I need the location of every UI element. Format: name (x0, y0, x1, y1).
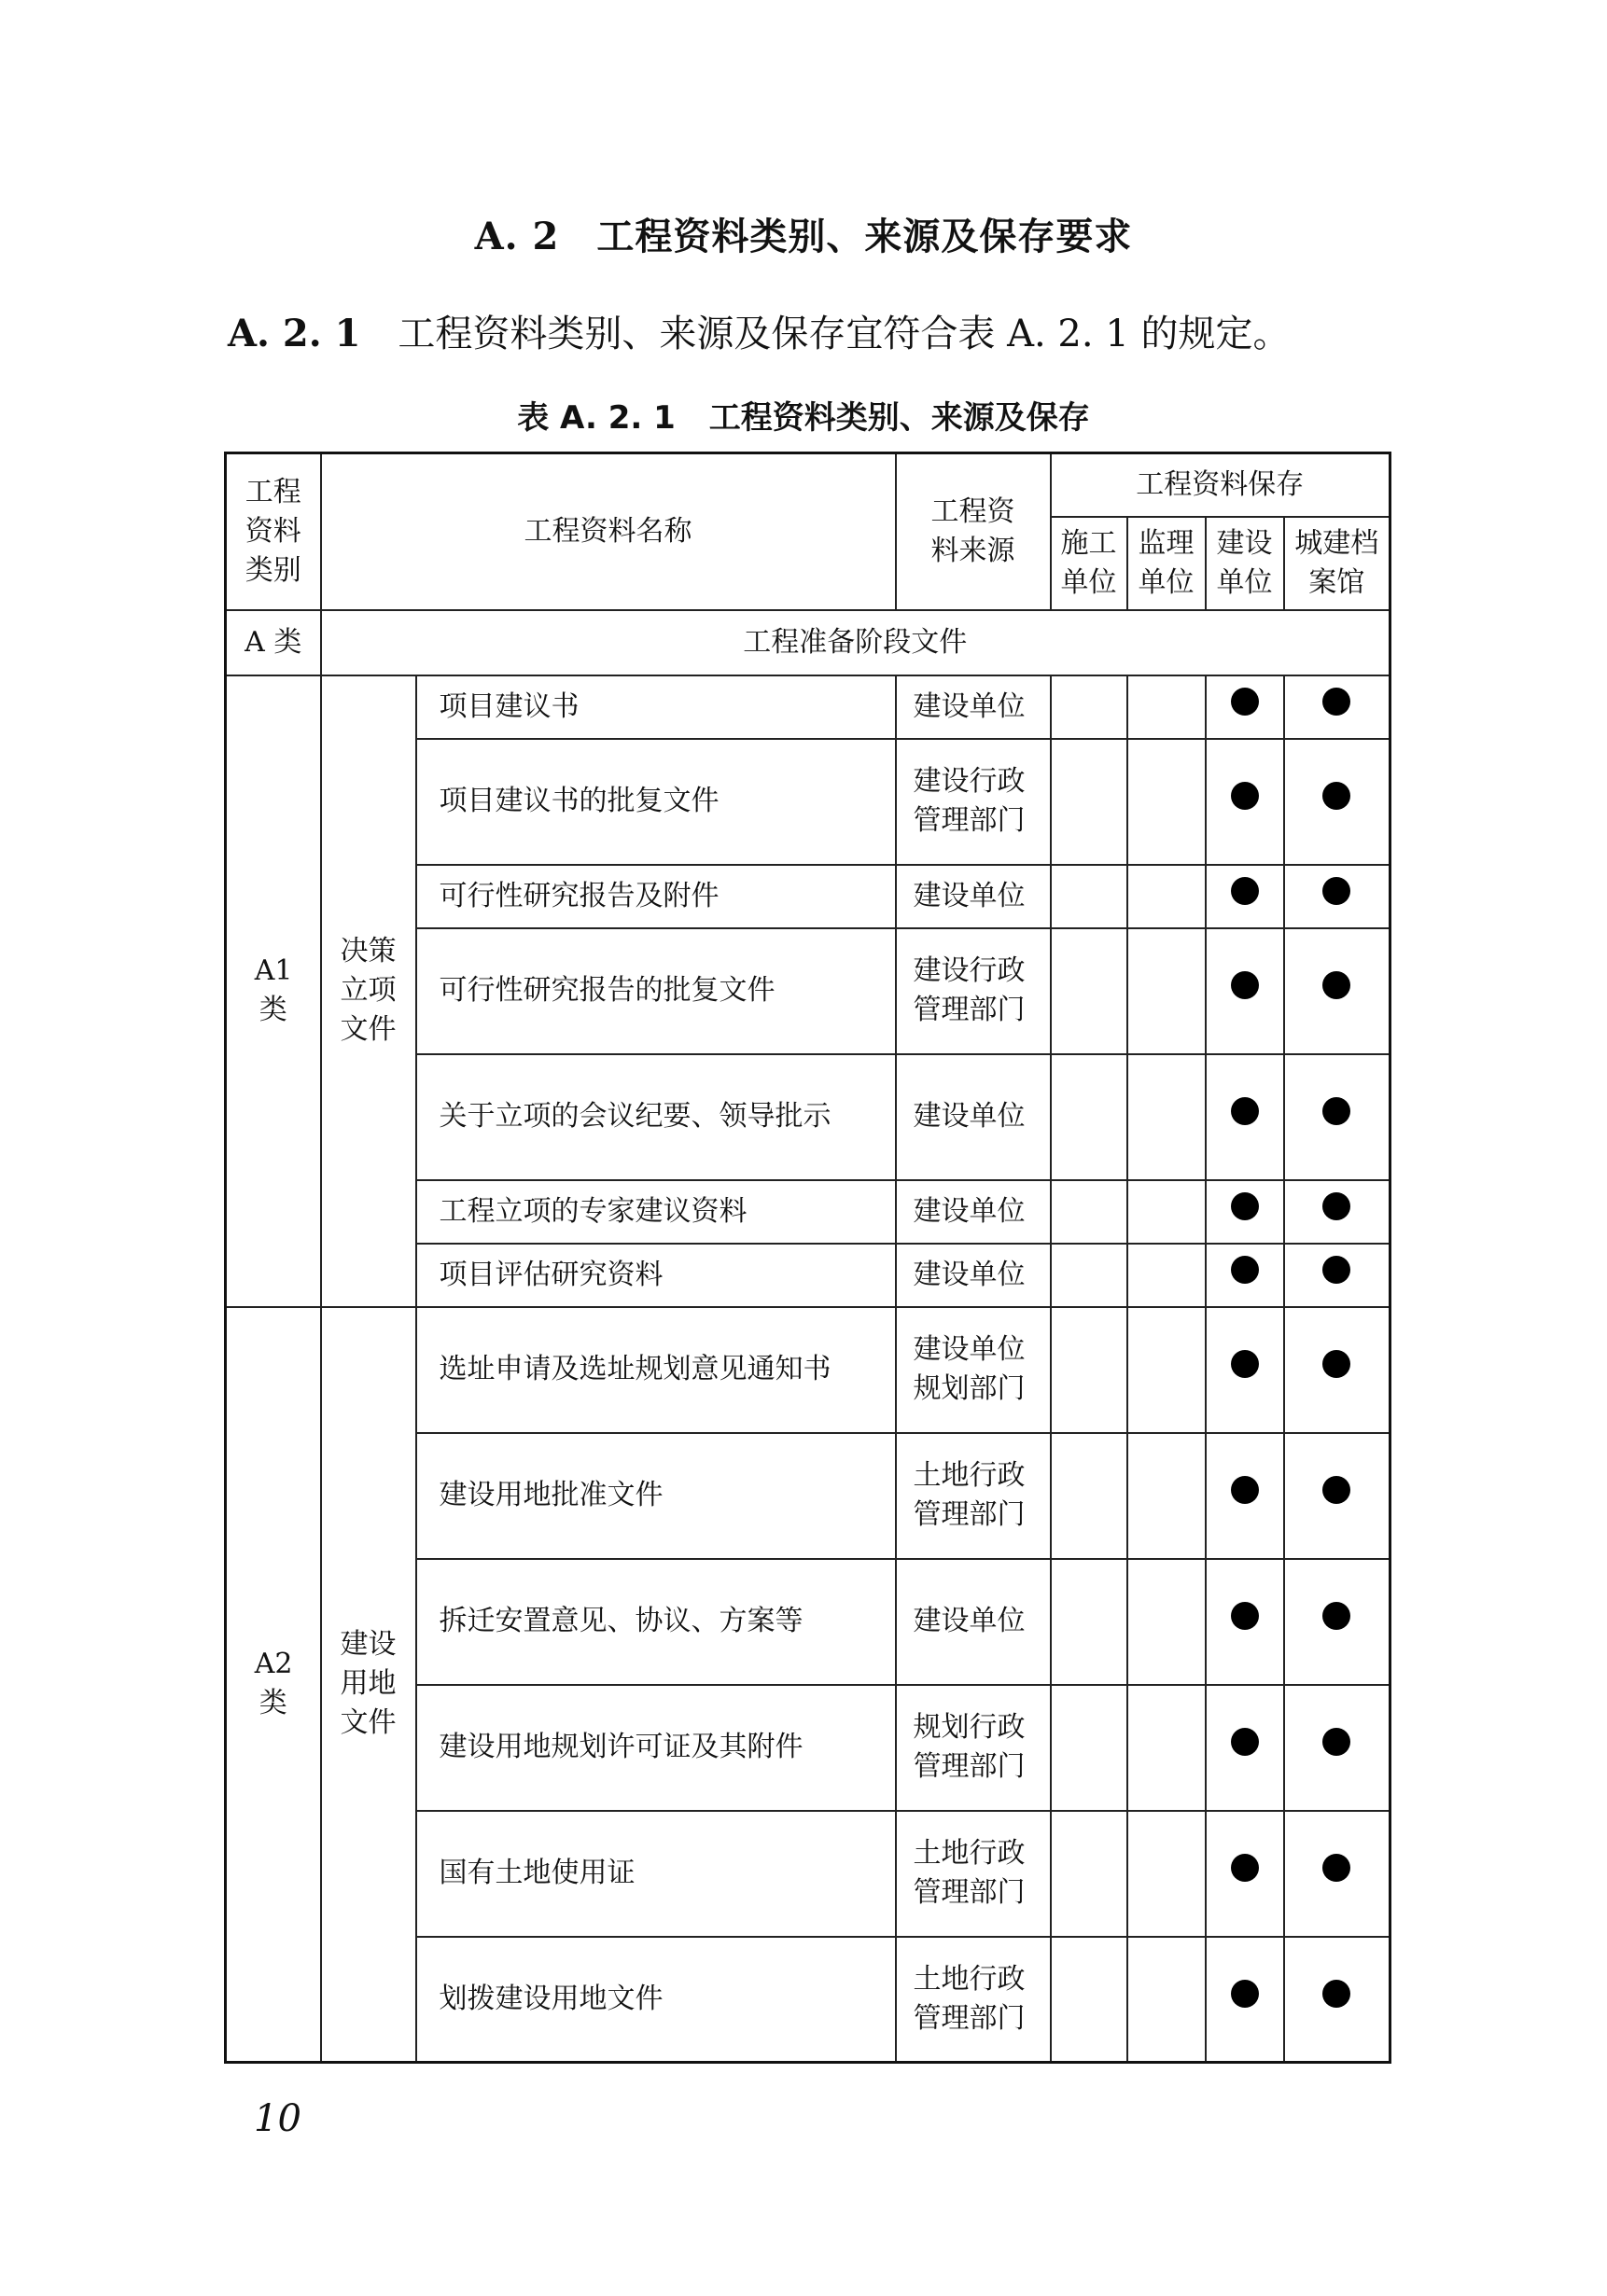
document-name: 项目建议书的批复文件 (439, 785, 720, 817)
source-text: 建设单位 (913, 1605, 1026, 1637)
storage-cell (1127, 1811, 1206, 1937)
filled-circle-icon (1322, 1854, 1350, 1882)
storage-cell (1127, 1433, 1206, 1559)
source-cell (896, 865, 1051, 928)
storage-cell (1206, 1244, 1284, 1307)
storage-cell (1051, 865, 1127, 928)
source-text: 土地行政管理部门 (913, 1962, 1026, 2035)
storage-cell (1051, 1559, 1127, 1685)
storage-cell (1051, 675, 1127, 739)
source-cell (896, 928, 1051, 1054)
class-a-row (226, 610, 1390, 675)
storage-cell (1051, 1054, 1127, 1180)
document-name: 项目建议书 (439, 689, 580, 723)
source-text: 建设行政管理部门 (913, 765, 1026, 837)
storage-cell (1127, 739, 1206, 865)
document-name-cell (416, 865, 896, 928)
subcategory-cell: 决策立项文件 (321, 675, 416, 1307)
document-name-cell (416, 1685, 896, 1811)
document-name: 建设用地批准文件 (439, 1479, 664, 1511)
storage-cell (1127, 1180, 1206, 1244)
source-text: 建设单位 (913, 1194, 1026, 1228)
header-name: 工程资料名称 (321, 453, 896, 610)
storage-cell (1284, 675, 1390, 739)
storage-cell (1206, 865, 1284, 928)
storage-cell (1127, 1244, 1206, 1307)
section-number: A. 2 (474, 215, 560, 258)
category-cell: A2 类 (226, 1307, 321, 2063)
filled-circle-icon (1322, 1097, 1350, 1125)
header-category: 工程资料类别 (226, 453, 321, 610)
table-row (226, 675, 1390, 739)
storage-cell (1284, 1054, 1390, 1180)
header-source: 工程资料来源 (896, 453, 1051, 610)
storage-cell (1051, 928, 1127, 1054)
category-cell: A1 类 (226, 675, 321, 1307)
storage-cell (1051, 1307, 1127, 1433)
storage-cell (1206, 1811, 1284, 1937)
filled-circle-icon (1231, 1097, 1259, 1125)
storage-cell (1206, 1307, 1284, 1433)
storage-cell (1127, 1307, 1206, 1433)
header-storage-col: 施工单位 (1051, 517, 1127, 610)
records-table (224, 452, 1391, 2064)
storage-cell (1206, 928, 1284, 1054)
document-name: 可行性研究报告的批复文件 (439, 974, 776, 1007)
storage-cell (1127, 865, 1206, 928)
clause-number: A. 2. 1 (228, 312, 361, 355)
storage-cell (1206, 1054, 1284, 1180)
source-text: 规划行政管理部门 (913, 1711, 1026, 1783)
source-text: 建设单位 (913, 1100, 1026, 1133)
storage-cell (1051, 1244, 1127, 1307)
document-name: 工程立项的专家建议资料 (439, 1194, 748, 1228)
source-text: 建设单位 (913, 689, 1026, 723)
storage-cell (1051, 1811, 1127, 1937)
header-storage-col: 城建档案馆 (1284, 517, 1390, 610)
source-cell (896, 1685, 1051, 1811)
filled-circle-icon (1231, 1980, 1259, 2008)
source-cell (896, 1307, 1051, 1433)
table-caption (0, 392, 1607, 438)
source-text: 建设单位规划部门 (913, 1333, 1026, 1405)
document-name-cell (416, 1054, 896, 1180)
storage-cell (1284, 1811, 1390, 1937)
filled-circle-icon (1231, 1854, 1259, 1882)
storage-cell (1127, 1937, 1206, 2063)
storage-cell (1284, 1307, 1390, 1433)
table-row (226, 1307, 1390, 1433)
filled-circle-icon (1231, 1728, 1259, 1756)
document-name-cell (416, 1559, 896, 1685)
storage-cell (1051, 1433, 1127, 1559)
source-cell (896, 1433, 1051, 1559)
storage-cell (1206, 739, 1284, 865)
storage-cell (1206, 1559, 1284, 1685)
storage-cell (1051, 1180, 1127, 1244)
storage-cell (1284, 1244, 1390, 1307)
storage-cell (1127, 928, 1206, 1054)
document-name-cell (416, 1180, 896, 1244)
storage-cell (1206, 1433, 1284, 1559)
source-text: 土地行政管理部门 (913, 1459, 1026, 1531)
document-name-cell (416, 1307, 896, 1433)
document-name: 划拨建设用地文件 (439, 1982, 664, 2015)
source-cell (896, 1180, 1051, 1244)
document-name-cell (416, 675, 896, 739)
filled-circle-icon (1322, 1256, 1350, 1284)
section-heading (0, 207, 1607, 260)
document-name-cell (416, 1433, 896, 1559)
filled-circle-icon (1322, 971, 1350, 999)
filled-circle-icon (1231, 1350, 1259, 1378)
document-name-cell (416, 1811, 896, 1937)
filled-circle-icon (1322, 688, 1350, 716)
storage-cell (1284, 1937, 1390, 2063)
source-text: 土地行政管理部门 (913, 1837, 1026, 1909)
filled-circle-icon (1231, 971, 1259, 999)
document-name-cell (416, 739, 896, 865)
storage-cell (1284, 1685, 1390, 1811)
filled-circle-icon (1322, 1980, 1350, 2008)
document-name-cell (416, 1937, 896, 2063)
storage-cell (1284, 865, 1390, 928)
storage-cell (1284, 1180, 1390, 1244)
filled-circle-icon (1322, 877, 1350, 905)
header-storage: 工程资料保存 (1051, 453, 1390, 517)
document-name-cell (416, 928, 896, 1054)
document-name: 可行性研究报告及附件 (439, 879, 720, 912)
filled-circle-icon (1322, 1476, 1350, 1504)
source-cell (896, 675, 1051, 739)
filled-circle-icon (1322, 1602, 1350, 1630)
source-cell (896, 1244, 1051, 1307)
clause-text: 工程资料类别、来源及保存宜符合表 A. 2. 1 的规定。 (398, 313, 1291, 355)
filled-circle-icon (1231, 1602, 1259, 1630)
source-cell (896, 1559, 1051, 1685)
filled-circle-icon (1231, 1256, 1259, 1284)
storage-cell (1206, 675, 1284, 739)
storage-cell (1206, 1685, 1284, 1811)
storage-cell (1127, 1559, 1206, 1685)
document-name: 关于立项的会议纪要、领导批示 (439, 1100, 831, 1133)
document-name: 拆迁安置意见、协议、方案等 (439, 1605, 804, 1637)
filled-circle-icon (1322, 1192, 1350, 1220)
clause-paragraph (228, 304, 1290, 357)
storage-cell (1284, 928, 1390, 1054)
document-name-cell (416, 1244, 896, 1307)
storage-cell (1127, 675, 1206, 739)
class-a-label: A 类 (226, 610, 321, 675)
storage-cell (1051, 1685, 1127, 1811)
filled-circle-icon (1231, 688, 1259, 716)
filled-circle-icon (1231, 1476, 1259, 1504)
storage-cell (1051, 739, 1127, 865)
filled-circle-icon (1231, 782, 1259, 810)
source-cell (896, 1054, 1051, 1180)
source-cell (896, 1811, 1051, 1937)
page-number: 10 (254, 2097, 301, 2140)
document-name: 国有土地使用证 (439, 1857, 636, 1889)
storage-cell (1284, 1559, 1390, 1685)
header-storage-col: 监理单位 (1127, 517, 1206, 610)
source-text: 建设单位 (913, 1258, 1026, 1291)
storage-cell (1284, 739, 1390, 865)
storage-cell (1206, 1937, 1284, 2063)
storage-cell (1206, 1180, 1284, 1244)
table-caption-number: 表 A. 2. 1 (517, 399, 676, 437)
class-a-title: 工程准备阶段文件 (321, 610, 1390, 675)
document-name: 建设用地规划许可证及其附件 (439, 1731, 804, 1763)
storage-cell (1284, 1433, 1390, 1559)
filled-circle-icon (1231, 877, 1259, 905)
filled-circle-icon (1322, 1728, 1350, 1756)
storage-cell (1127, 1685, 1206, 1811)
section-title: 工程资料类别、来源及保存要求 (596, 216, 1133, 258)
storage-cell (1127, 1054, 1206, 1180)
filled-circle-icon (1322, 782, 1350, 810)
table-caption-title: 工程资料类别、来源及保存 (708, 399, 1090, 437)
document-name: 选址申请及选址规划意见通知书 (439, 1353, 831, 1385)
source-text: 建设行政管理部门 (913, 954, 1026, 1026)
source-text: 建设单位 (913, 879, 1026, 912)
filled-circle-icon (1322, 1350, 1350, 1378)
subcategory-cell: 建设用地文件 (321, 1307, 416, 2063)
filled-circle-icon (1231, 1192, 1259, 1220)
document-name: 项目评估研究资料 (439, 1258, 664, 1291)
source-cell (896, 739, 1051, 865)
header-storage-col: 建设单位 (1206, 517, 1284, 610)
storage-cell (1051, 1937, 1127, 2063)
source-cell (896, 1937, 1051, 2063)
